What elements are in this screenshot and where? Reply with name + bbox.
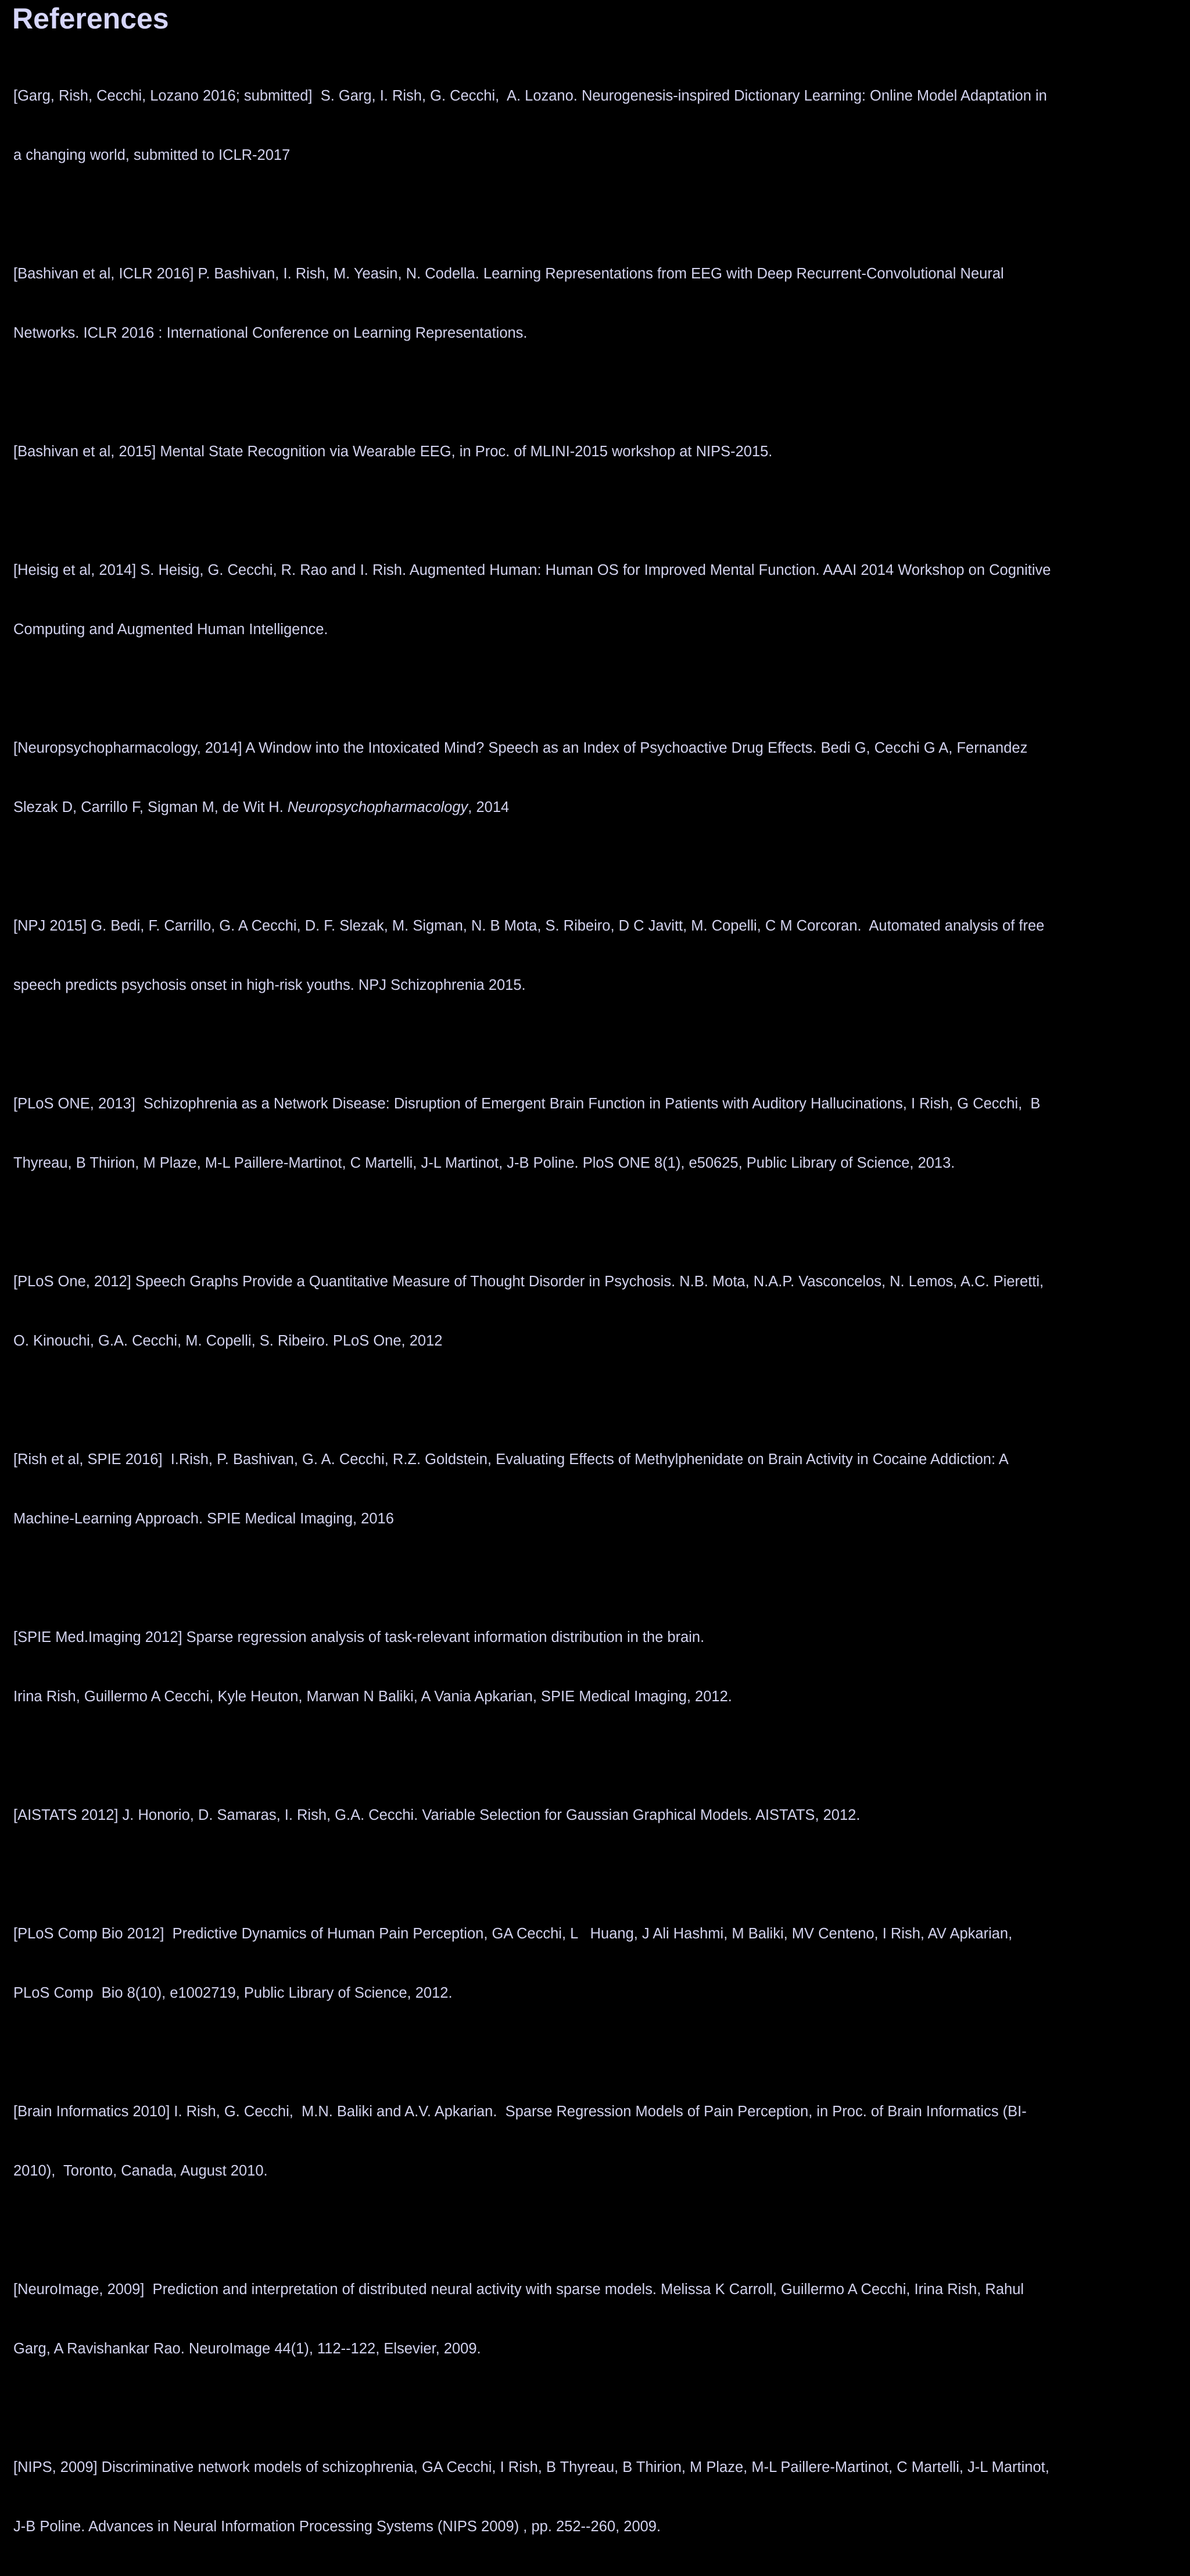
- reference-line: [AISTATS 2012] J. Honorio, D. Samaras, I. Rish, G.A. Cecchi. Variable Selection for Gaussian Graphical Models. AISTATS, 2012.: [13, 1807, 861, 1823]
- reference-line: a changing world, submitted to ICLR-2017: [13, 147, 291, 163]
- reference-text: Slezak D, Carrillo F, Sigman M, de Wit H.: [13, 799, 288, 815]
- reference-line: Garg, A Ravishankar Rao. NeuroImage 44(1), 112--122, Elsevier, 2009.: [13, 2341, 481, 2357]
- reference-line: [13, 797, 1175, 817]
- reference-line: Machine-Learning Approach. SPIE Medical Imaging, 2016: [13, 1511, 394, 1527]
- reference-line: [Neuropsychopharmacology, 2014] A Window into the Intoxicated Mind? Speech as an Index of Psychoactive Drug Effects. Bedi G, Cecchi G A, Fernandez: [13, 740, 1028, 756]
- reference-line: Irina Rish, Guillermo A Cecchi, Kyle Heuton, Marwan N Baliki, A Vania Apkarian, SPIE Medical Imaging, 2012.: [13, 1688, 732, 1705]
- reference-text: , 2014: [468, 799, 510, 815]
- reference-line: J-B Poline. Advances in Neural Information Processing Systems (NIPS 2009) , pp. 252--260, 2009.: [13, 2518, 661, 2535]
- reference-line: [NPJ 2015] G. Bedi, F. Carrillo, G. A Cecchi, D. F. Slezak, M. Sigman, N. B Mota, S. Ribeiro, D C Javitt, M. Copelli, C M Corcoran. Automated analysis of free: [13, 918, 1045, 934]
- page-title: References: [12, 2, 169, 35]
- journal-title: Neuropsychopharmacology: [287, 799, 468, 815]
- reference-line: [Rish et al, SPIE 2016] I.Rish, P. Bashivan, G. A. Cecchi, R.Z. Goldstein, Evaluating Effects of Methylphenidate on Brain Activity in Cocaine Addiction: A: [13, 1451, 1009, 1468]
- reference-line: 2010), Toronto, Canada, August 2010.: [13, 2163, 268, 2179]
- reference-line: [PLoS ONE, 2013] Schizophrenia as a Network Disease: Disruption of Emergent Brain Function in Patients with Auditory Hallucinations, I Rish, G Cecchi, B: [13, 1096, 1041, 1112]
- reference-line: [Brain Informatics 2010] I. Rish, G. Cecchi, M.N. Baliki and A.V. Apkarian. Sparse Regression Models of Pain Perception, in Proc. of Brain Informatics (BI-: [13, 2103, 1027, 2120]
- reference-item: [13, 2240, 1175, 2398]
- reference-line: Computing and Augmented Human Intelligence.: [13, 621, 328, 638]
- reference-line: Thyreau, B Thirion, M Plaze, M-L Paillere-Martinot, C Martelli, J-L Martinot, J-B Poline. PloS ONE 8(1), e50625, Public Library of Science, 2013.: [13, 1155, 955, 1171]
- reference-item: [13, 876, 1175, 1035]
- reference-line: PLoS Comp Bio 8(10), e1002719, Public Library of Science, 2012.: [13, 1985, 453, 2001]
- reference-line: [Heisig et al, 2014] S. Heisig, G. Cecchi, R. Rao and I. Rish. Augmented Human: Human OS for Improved Mental Function. AAAI 2014 Workshop on Cognitive: [13, 562, 1051, 578]
- reference-item: [13, 402, 1175, 501]
- reference-line: [PLoS Comp Bio 2012] Predictive Dynamics of Human Pain Perception, GA Cecchi, L Huang, J Ali Hashmi, M Baliki, MV Centeno, I Rish, AV Apkarian,: [13, 1926, 1013, 1942]
- reference-item: [13, 46, 1175, 205]
- reference-item: [13, 1884, 1175, 2042]
- reference-item: [13, 1588, 1175, 1746]
- reference-line: Networks. ICLR 2016 : International Conference on Learning Representations.: [13, 325, 528, 341]
- reference-item: [13, 1410, 1175, 1568]
- reference-line: speech predicts psychosis onset in high-risk youths. NPJ Schizophrenia 2015.: [13, 977, 526, 993]
- reference-line: [Bashivan et al, 2015] Mental State Recognition via Wearable EEG, in Proc. of MLINI-2015 workshop at NIPS-2015.: [13, 443, 773, 460]
- reference-line: O. Kinouchi, G.A. Cecchi, M. Copelli, S. Ribeiro. PLoS One, 2012: [13, 1333, 443, 1349]
- reference-item: [13, 2418, 1175, 2576]
- reference-item: [13, 1054, 1175, 1212]
- reference-item: [13, 224, 1175, 382]
- reference-line: [PLoS One, 2012] Speech Graphs Provide a Quantitative Measure of Thought Disorder in Psychosis. N.B. Mota, N.A.P. Vasconcelos, N. Lemos, A.C. Pieretti,: [13, 1273, 1044, 1290]
- reference-item: [13, 521, 1175, 679]
- reference-list: [13, 46, 1175, 2576]
- reference-line: [SPIE Med.Imaging 2012] Sparse regression analysis of task-relevant information distribution in the brain.: [13, 1629, 705, 1645]
- reference-item: [13, 699, 1175, 857]
- reference-line: [NIPS, 2009] Discriminative network models of schizophrenia, GA Cecchi, I Rish, B Thyreau, B Thirion, M Plaze, M-L Paillere-Martinot, C Martelli, J-L Martinot,: [13, 2459, 1049, 2475]
- reference-item: [13, 2062, 1175, 2220]
- reference-line: [Garg, Rish, Cecchi, Lozano 2016; submitted] S. Garg, I. Rish, G. Cecchi, A. Lozano. Neurogenesis-inspired Dictionary Learning: Online Model Adaptation in: [13, 88, 1047, 104]
- reference-item: [13, 1766, 1175, 1865]
- reference-line: [NeuroImage, 2009] Prediction and interpretation of distributed neural activity with sparse models. Melissa K Carroll, Guillermo A Cecchi, Irina Rish, Rahul: [13, 2281, 1024, 2298]
- reference-item: [13, 1232, 1175, 1390]
- reference-line: [Bashivan et al, ICLR 2016] P. Bashivan, I. Rish, M. Yeasin, N. Codella. Learning Representations from EEG with Deep Recurrent-Convolutional Neural: [13, 266, 1004, 282]
